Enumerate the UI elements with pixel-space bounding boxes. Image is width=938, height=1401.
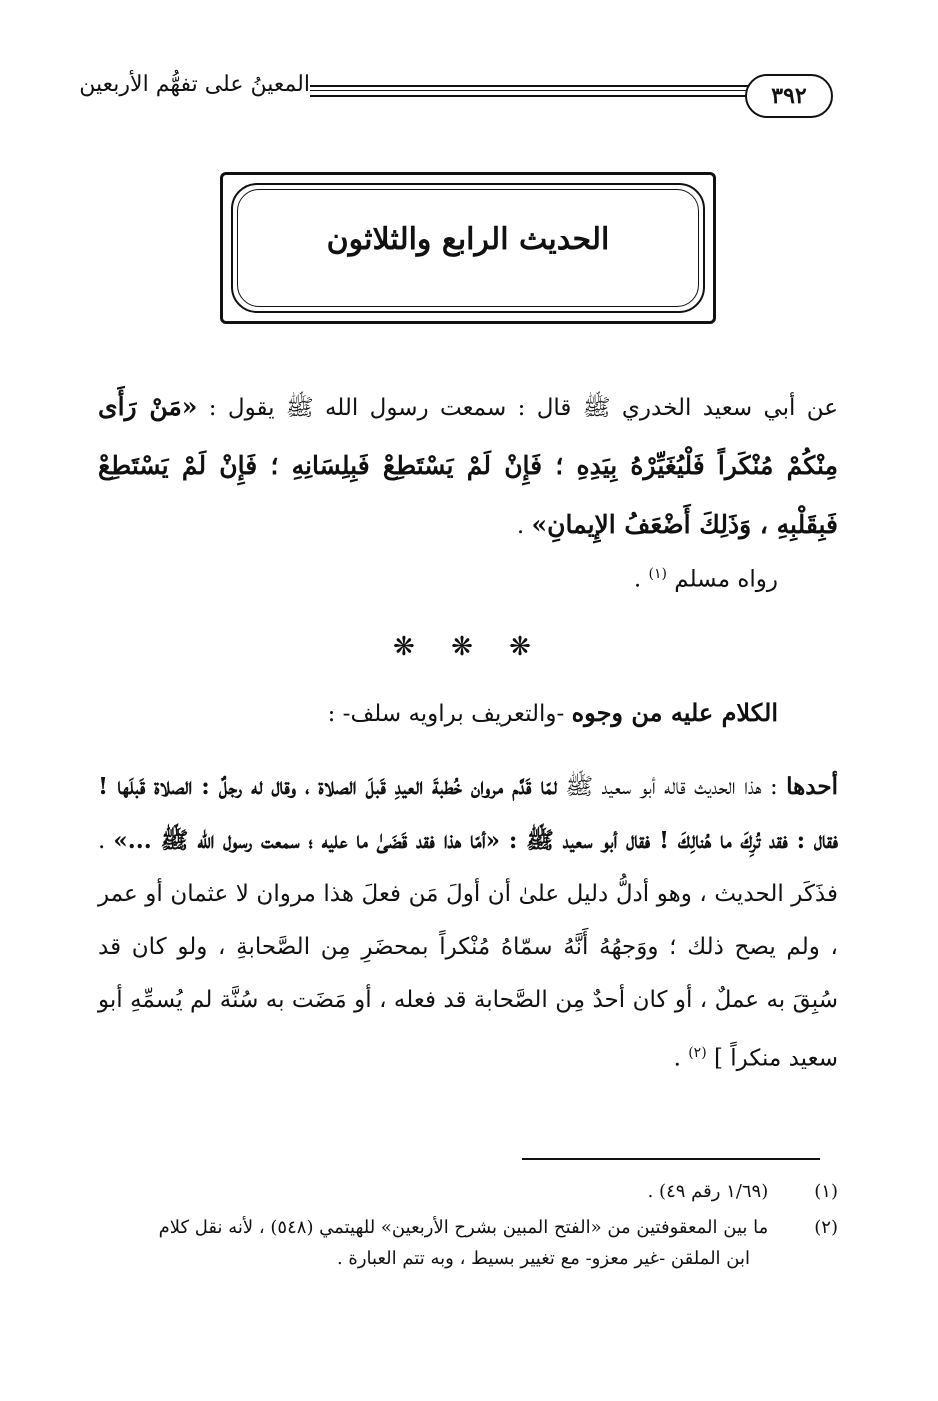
footnote-2 [98, 1212, 838, 1244]
discussion-lead: أحدها [786, 773, 838, 800]
section-heading-rest: -والتعريف براويه سلف- : [327, 701, 572, 727]
hadith-quote: «مَنْ رَأَى مِنْكُمْ مُنْكَراً فَلْيُغَيِّرْهُ بِيَدِهِ ؛ فَإِنْ لَمْ يَسْتَطِعْ فَبِلِسَانِهِ ؛ فَإِنْ لَمْ يَسْتَطِعْ فَبِقَلْبِهِ ، وَذَلِكَ أَضْعَفُ الإِيمانِ» [98, 392, 838, 539]
hadith-source [634, 566, 778, 593]
footnote-number: (١) [814, 1181, 838, 1202]
discussion-bold: لمّا قَدَّم مروان خُطبةَ العيدِ قَبلَ الصلاة ، وقال له رجلٌ : الصلاة قَبلَها ! فقال : فقد تُرِكَ ما هُنالِكَ ! فقال أبو سعيد ﷺ : «أمّا هذا فقد قَضَىٰ ما عليه ؛ سمعت رسول الله ﷺ ...» [98, 773, 838, 854]
discussion-p1: : هذا الحديث قاله أبو سعيد ﷺ [556, 774, 787, 800]
hadith-text [98, 378, 838, 555]
header-rule [310, 95, 750, 97]
section-heading-bold: الكلام عليه من وجوه [571, 698, 778, 727]
section-heading [328, 698, 778, 727]
footnote-number: (٢) [814, 1217, 838, 1238]
footnote-ref[interactable]: (٢) [688, 1045, 707, 1061]
header-rule [310, 90, 750, 91]
source-text: رواه مسلم [674, 566, 778, 593]
running-title: المعينُ على تفهُّم الأربعين [79, 72, 310, 97]
discussion-p2: . فذَكَر الحديث ، وهو أدلُّ دليل علىٰ أن أولَ مَن فعلَ هذا مروان لا عثمان أو عمر ، ولم يصح ذلك ؛ ووَجهُهُ أَنَّهُ سمّاهُ مُنْكراً بمحضَرِ مِن الصَّحابةِ ، ولو كان قد سُبِقَ به عملٌ ، أو كان أحدٌ مِن الصَّحابة قد فعله ، أو مَضَت به سُنَّة لم يُسمِّهِ أبو سعيد منكراً ] [98, 828, 838, 1072]
hadith-intro: عن أبي سعيد الخدري ﷺ قال : سمعت رسول الله ﷺ يقول : [208, 395, 838, 421]
source-end: . [633, 566, 649, 593]
chapter-title: الحديث الرابع والثلاثون [326, 222, 610, 257]
footnote-1 [98, 1176, 838, 1208]
header-rule [310, 85, 750, 87]
hadith-end: . [516, 513, 532, 539]
footnote-text: (١/٦٩ رقم ٤٩) . [647, 1181, 769, 1202]
section-separator: ❋ ❋ ❋ [393, 632, 545, 662]
footnote-text: ما بين المعقوفتين من «الفتح المبين بشرح الأربعين» للهيتمي (٥٤٨) ، لأنه نقل كلام [158, 1217, 769, 1238]
discussion-text [98, 760, 838, 1086]
page-number: ٣٩٢ [745, 74, 833, 118]
footnote-rule [522, 1158, 820, 1160]
discussion-end: . [673, 1045, 689, 1072]
footnote-continuation: ابن الملقن -غير معزو- مع تغيير بسيط ، وبه تتم العبارة . [336, 1248, 750, 1269]
footnote-ref[interactable]: (١) [648, 566, 667, 582]
